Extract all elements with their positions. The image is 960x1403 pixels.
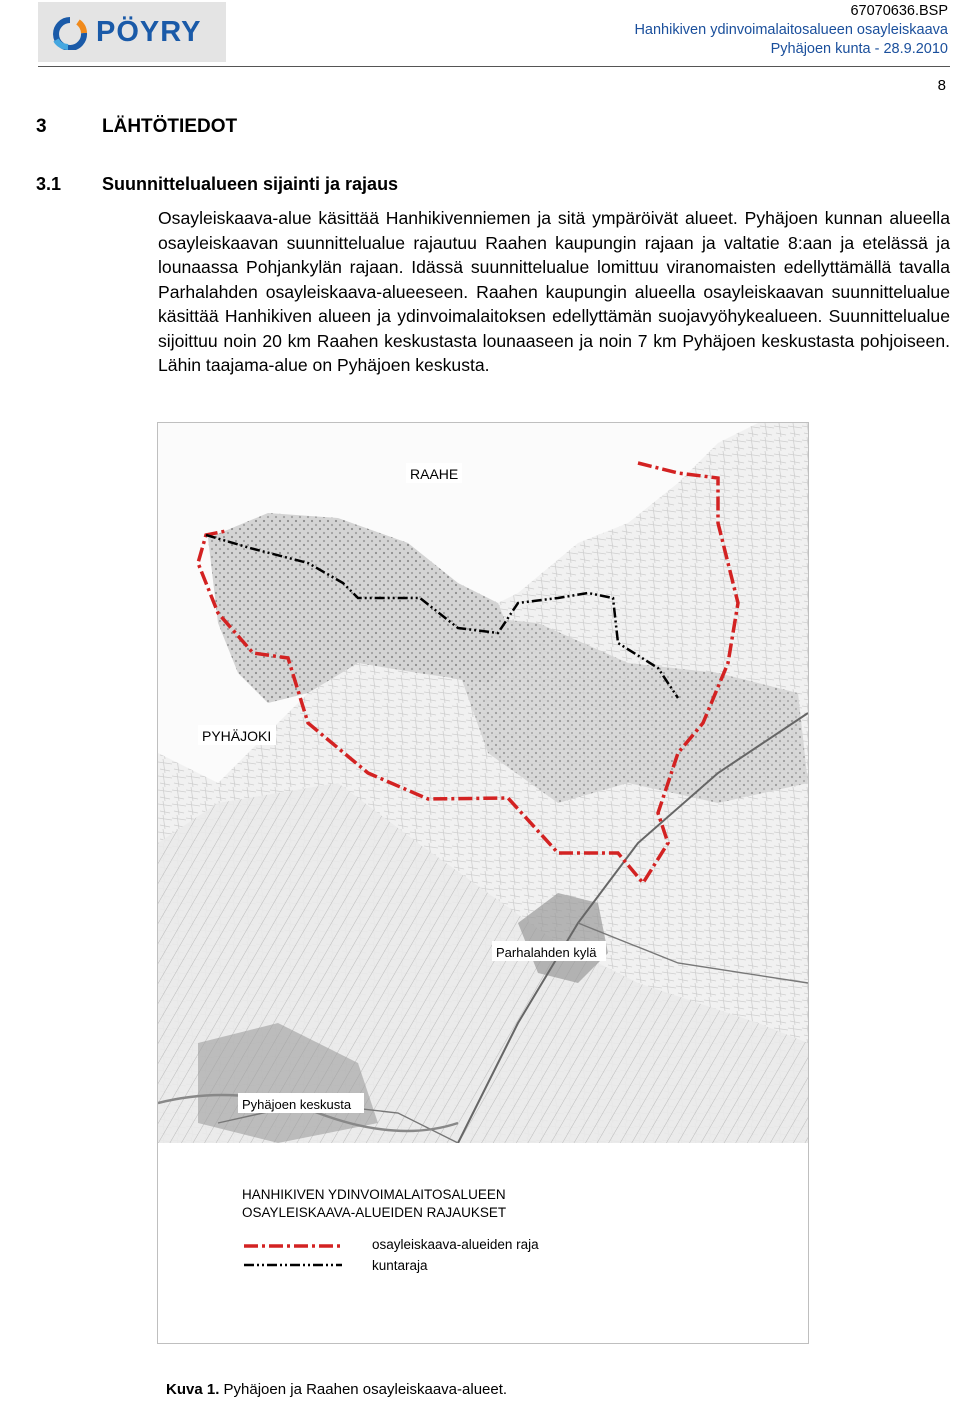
label-center: Pyhäjoen keskusta [242,1097,352,1112]
map-svg [158,423,808,1343]
section-number: 3 [36,116,47,137]
caption-text: Pyhäjoen ja Raahen osayleiskaava-alueet. [223,1381,508,1398]
figure-caption [166,1381,507,1398]
body-paragraph: Osayleiskaava-alue käsittää Hanhikivenniemen ja sitä ympäröivät alueet. Pyhäjoen kunnan alueella osayleiskaavan suunnittelualue rajautuu Raahen kaupungin rajaan ja valtatie 8:aan ja etelässä ja lounaassa Pohjankylän rajaan. Idässä suunnittelualue lomittuu viranomaisten edellyttämällä tavalla Parhalahden osayleiskaava-alueeseen. Raahen kaupungin alueella osayleiskaavan suunnittelualue käsittää Hanhikiven alueen ja ydinvoimalaitoksen edellyttämän suojavyöhykealueen. Suunnittelualue sijoittuu noin 20 km Raahen keskustasta lounaaseen ja noin 7 km Pyhäjoen keskustasta pohjoiseen. Lähin taajama-alue on Pyhäjoen keskusta. [158,208,950,375]
doc-code: 67070636.BSP [850,3,948,19]
poyry-logo-icon [48,16,92,50]
legend-title-line1: HANHIKIVEN YDINVOIMALAITOSALUEEN [242,1187,506,1202]
map-figure [157,422,809,1344]
legend-boundary-label: osayleiskaava-alueiden raja [372,1237,539,1252]
legend-municipal-label: kuntaraja [372,1258,428,1273]
caption-label: Kuva 1. [166,1381,220,1398]
poyry-logo [38,2,226,62]
client-date: Pyhäjoen kunta - 28.9.2010 [770,41,948,57]
document-header [634,2,948,59]
label-pyhajoki: PYHÄJOKI [202,728,272,744]
page-number: 8 [937,77,946,94]
subsection-number: 3.1 [36,174,62,194]
section-heading [36,116,237,138]
logo-wordmark: PÖYRY [96,16,202,48]
label-raahe: RAAHE [410,466,459,482]
subsection-heading [36,174,398,195]
label-parhalahti: Parhalahden kylä [496,945,597,960]
project-name: Hanhikiven ydinvoimalaitosalueen osayleiskaava [634,22,948,38]
subsection-title: Suunnittelualueen sijainti ja rajaus [102,174,399,194]
header-rule [38,66,950,67]
section-title: LÄHTÖTIEDOT [102,116,238,137]
legend-title-line2: OSAYLEISKAAVA-ALUEIDEN RAJAUKSET [242,1205,507,1220]
